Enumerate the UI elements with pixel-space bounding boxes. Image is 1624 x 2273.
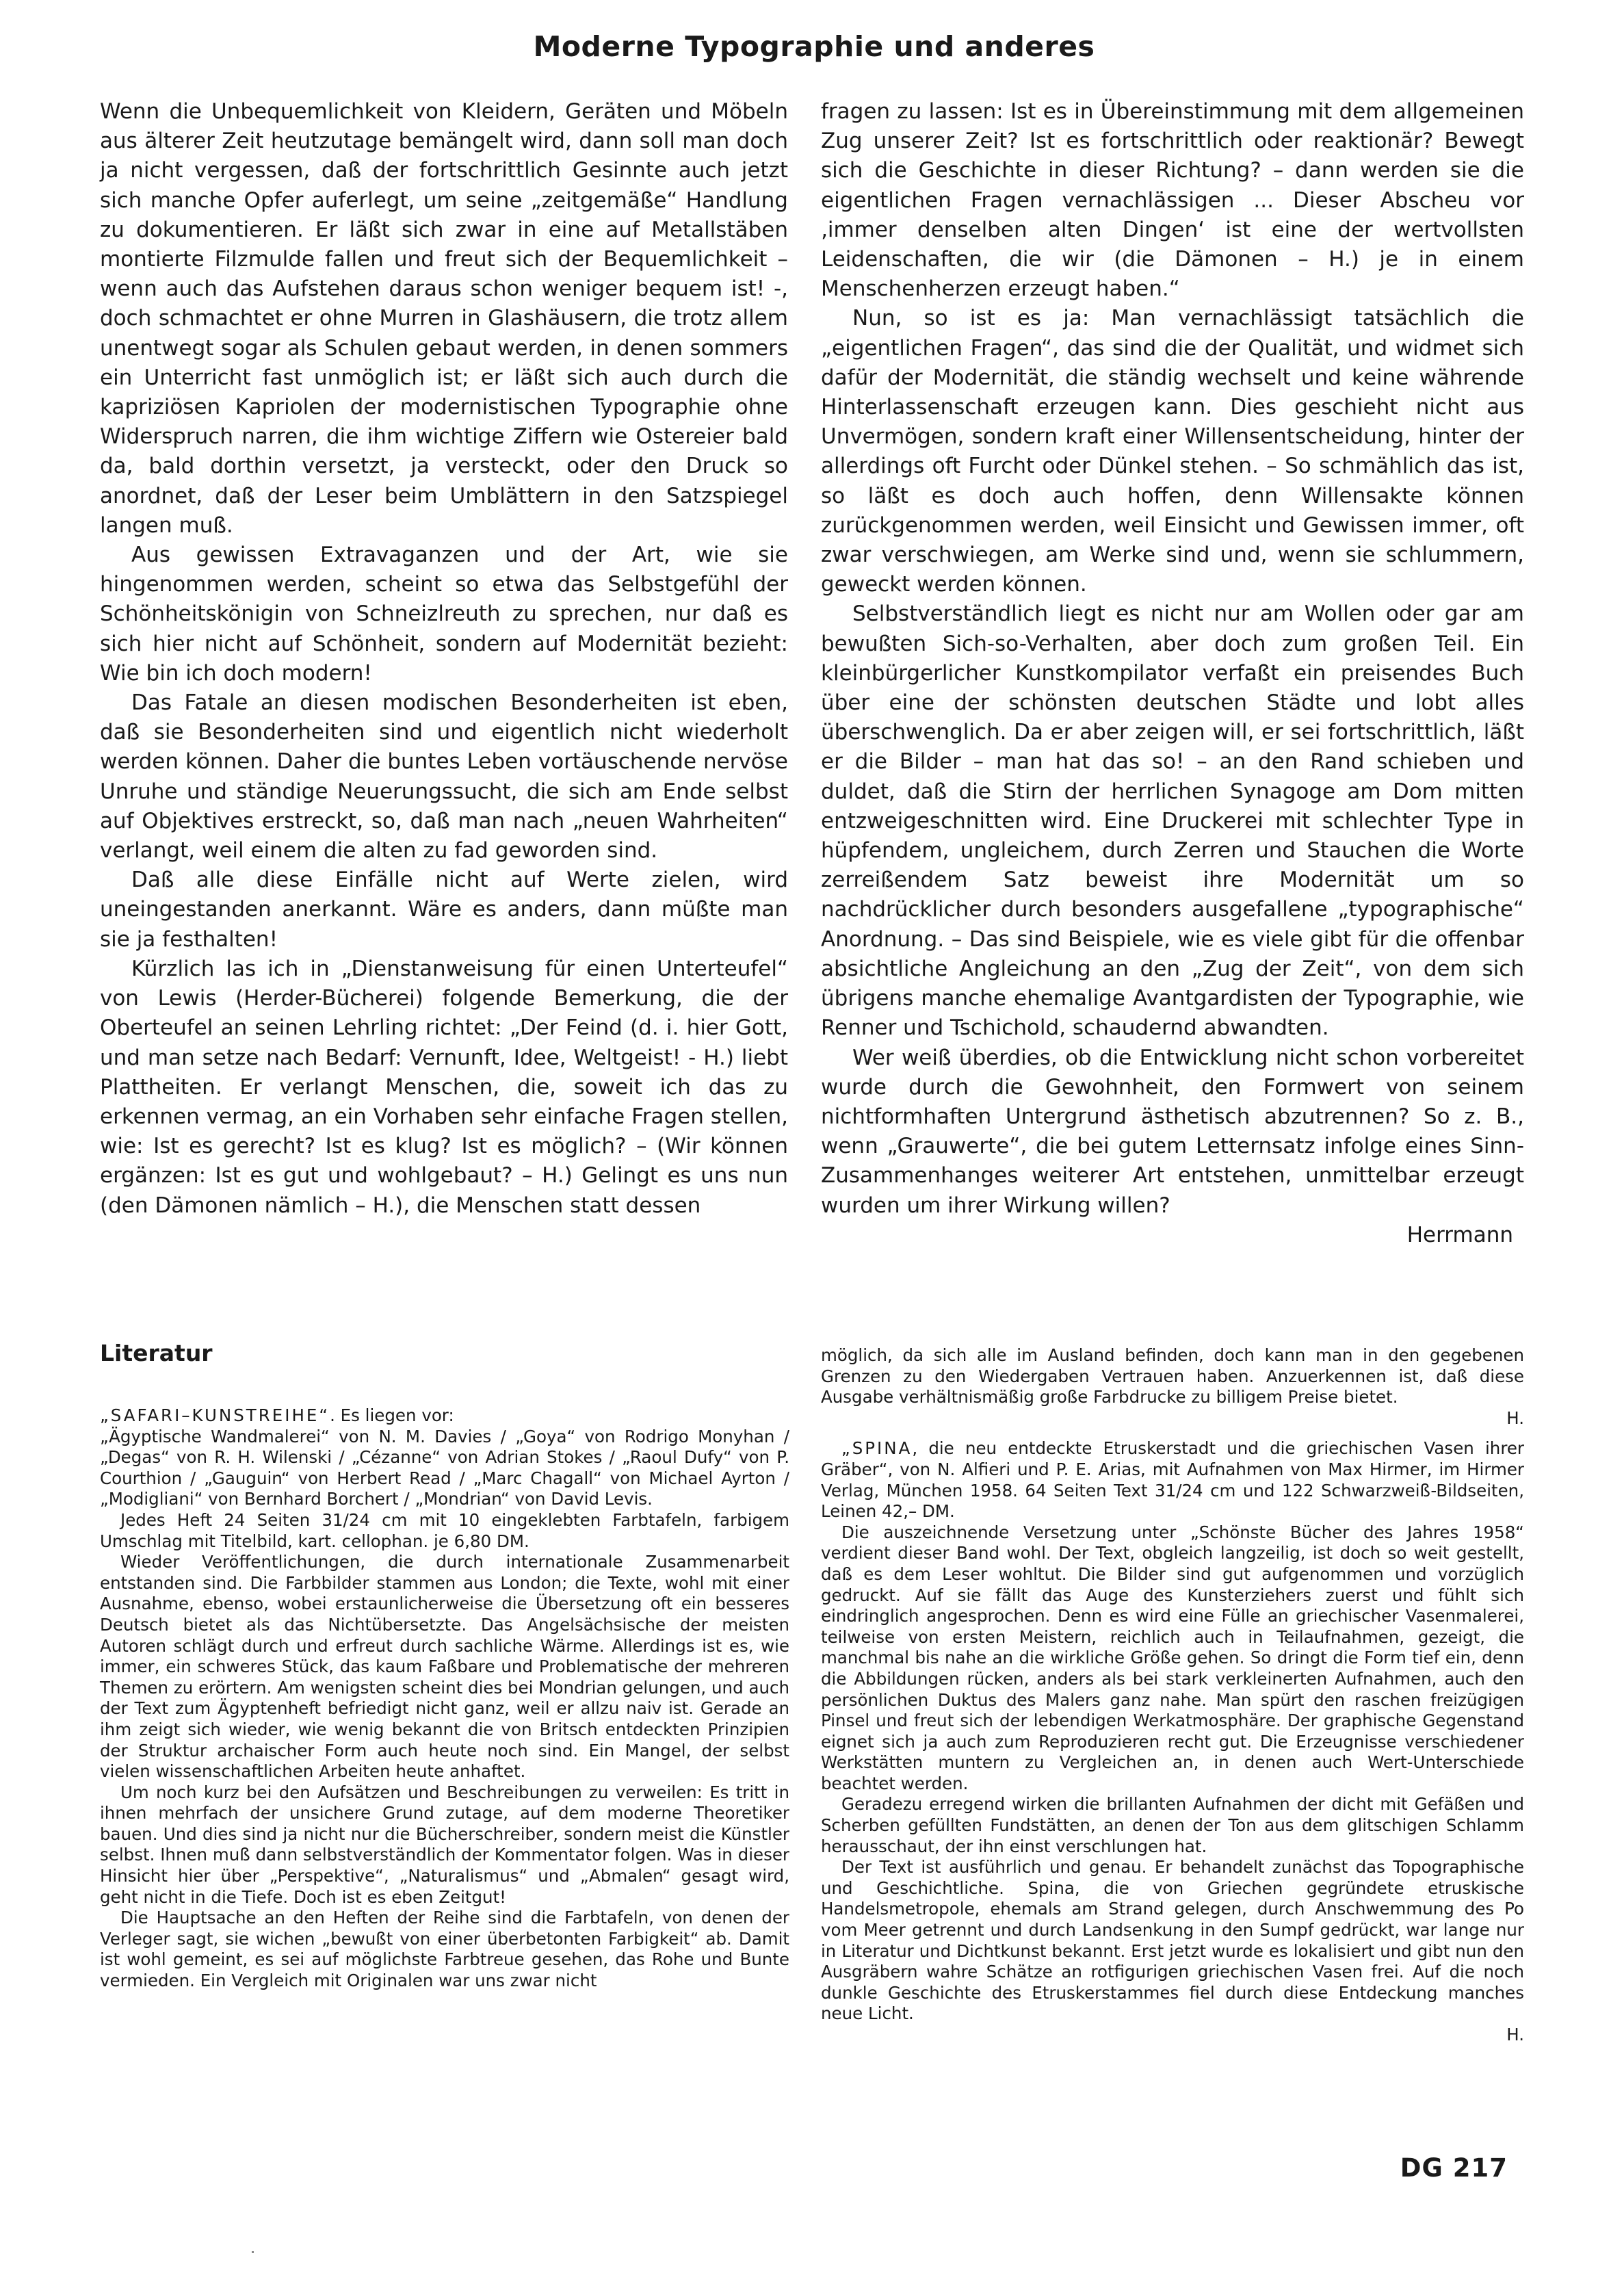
review-heading-safari	[100, 1405, 789, 1427]
review-paragraph: Jedes Heft 24 Seiten 31/24 cm mit 10 eingeklebten Farbtafeln, farbigem Umschlag mit Titelbild, kart. cellophan. je 6,80 DM.	[100, 1509, 789, 1551]
essay-signature-line	[821, 1221, 1524, 1250]
review-intro-safari: . Es liegen vor:	[330, 1405, 454, 1425]
essay-paragraph: Nun, so ist es ja: Man vernachlässigt tatsächlich die „eigentlichen Fragen“, das sind die der Qualität, und widmet sich dafür der Modernität, die ständig wechselt und keine währende Hinterlassenschaft erzeugen kann. Dies geschieht nicht aus Unvermögen, sondern kraft einer Willensentscheidung, hinter der allerdings oft Furcht oder Dünkel stehen. – So schmählich das ist, so läßt es doch auch hoffen, denn Willensakte können zurückgenommen werden, weil Einsicht und Gewissen immer, oft zwar verschwiegen, am Werke sind und, wenn sie schlummern, geweckt werden können.	[821, 306, 1524, 597]
page-number: 217	[1452, 2153, 1508, 2183]
essay-paragraph: Wenn die Unbequemlichkeit von Kleidern, Geräten und Möbeln aus älterer Zeit heutzutage bemängelt wird, dann soll man doch ja nicht vergessen, daß der fortschrittlich Gesinnte auch jetzt sich manche Opfer auferlegt, um seine „zeitgemäße“ Handlung zu dokumentieren. Er läßt sich zwar in eine auf Metallstäben montierte Filzmulde fallen und freut sich der Bequemlichkeit – wenn auch das Aufstehen daraus schon weniger bequem ist! -, doch schmachtet er ohne Murren in Glashäusern, die trotz allem unentwegt sogar als Schulen gebaut werden, in denen sommers ein Unterricht fast unmöglich ist; er läßt sich auch durch die kapriziösen Kapriolen der modernistischen Typographie ohne Widerspruch narren, die ihm wichtige Ziffern wie Ostereier bald da, bald dorthin versetzt, ja versteckt, oder den Druck so anordnet, daß der Leser beim Umblättern in den Satzspiegel langen muß.	[100, 99, 788, 538]
essay-paragraph: Das Fatale an diesen modischen Besonderheiten ist eben, daß sie Besonderheiten sind und eigentlich nicht wiederholt werden können. Daher die buntes Leben vortäuschende nervöse Unruhe und ständige Neuerungssucht, die sich am Ende selbst auf Objektives erstreckt, so, daß man nach „neuen Wahrheiten“ verlangt, weil einem die alten zu fad geworden sind.	[100, 690, 788, 863]
review-paragraph: Geradezu erregend wirken die brillanten Aufnahmen der dicht mit Gefäßen und Scherben gefüllten Fundstätten, an denen der Ton aus dem glitschigen Schlamm herausschaut, der ihn einst verschlungen hat.	[821, 1794, 1524, 1856]
print-mark	[252, 2251, 254, 2253]
section-heading-literatur: Literatur	[100, 1340, 213, 1366]
essay-column-right	[821, 97, 1524, 1250]
review-continuation	[821, 1345, 1524, 1429]
essay-paragraph: Selbstverständlich liegt es nicht nur am Wollen oder gar am bewußten Sich-so-Verhalten, aber doch zum großen Teil. Ein kleinbürgerlicher Kunstkompilator verfaßt ein preisendes Buch über eine der schönsten deutschen Städte und lobt alles überschwenglich. Da er aber zeigen will, er sei fortschrittlich, läßt er die Bilder – man hat das so! – an den Rand schieben und duldet, daß die Stirn der herrlichen Synagoge am Dom mitten entzweigeschnitten wird. Eine Druckerei mit schlechter Type in hüpfendem, ungleichem, durch Zerren und Stauchen die Worte zerreißendem Satz beweist ihre Modernität um so nachdrücklicher durch besonders ausgefallene „typographische“ Anordnung. – Das sind Beispiele, wie es viele gibt für die offenbar absichtliche Angleichung an den „Zug der Zeit“, von dem sich übrigens manche ehemalige Avantgardisten der Typographie, wie Renner und Tschichold, schaudernd abwandten.	[821, 601, 1524, 1041]
review-continuation-text: möglich, da sich alle im Ausland befinden, doch kann man in den gegebenen Grenzen zu den Wiedergaben Vertrauen haben. Anzuerkennen ist, daß diese Ausgabe verhältnismäßig große Farbdrucke zu billigem Preise bietet.	[821, 1345, 1524, 1407]
review-details-spina: , die neu entdeckte Etruskerstadt und die griechischen Vasen ihrer Gräber“, von N. Alfieri und P. E. Arias, mit Aufnahmen von Max Hirmer, im Hirmer Verlag, München 1958. 64 Seiten Text 31/24 cm und 122 Schwarzweiß-Bildseiten, Leinen 42,– DM.	[821, 1438, 1524, 1522]
reviewer-initial: H.	[1506, 1407, 1524, 1428]
review-title-spina: „SPINA	[841, 1438, 913, 1459]
literatur-column-right	[821, 1345, 1524, 2046]
page-title: Moderne Typographie und anderes	[533, 30, 1095, 63]
essay-author: Herrmann	[1406, 1222, 1513, 1247]
review-paragraph	[821, 1857, 1524, 2045]
review-paragraph-text: Der Text ist ausführlich und genau. Er behandelt zunächst das Topographische und Geschichtliche. Spina, die von Griechen gegründete etruskische Handelsmetropole, ehemals am Strand gelegen, durch Anschwemmung des Po vom Meer getrennt und durch Landsenkung in den Sumpf gedrückt, war lange nur in Literatur und Dichtkunst bekannt. Erst jetzt wurde es lokalisiert und gibt nun den Ausgräbern wahre Schätze an rotfigurigen griechischen Vasen frei. Auf die noch dunkle Geschichte des Etruskerstammes fiel durch diese Entdeckung manches neue Licht.	[821, 1857, 1524, 2024]
review-paragraph: Die Hauptsache an den Heften der Reihe sind die Farbtafeln, von denen der Verleger sagt, sie wichen „bewußt von einer überbetonten Farbigkeit“ ab. Damit ist wohl gemeint, es sei auf möglichste Farbtreue gesehen, das Rohe und Bunte vermieden. Ein Vergleich mit Originalen war uns zwar nicht	[100, 1908, 789, 1991]
essay-paragraph: Aus gewissen Extravaganzen und der Art, wie sie hingenommen werden, scheint so etwa das Selbstgefühl der Schönheitskönigin von Schneizlreuth zu sprechen, nur daß es sich hier nicht auf Schönheit, sondern auf Modernität bezieht: Wie bin ich doch modern!	[100, 543, 788, 686]
review-book-list: „Ägyptische Wandmalerei“ von N. M. Davies / „Goya“ von Rodrigo Monyhan / „Degas“ von R. H. Wilenski / „Cézanne“ von Adrian Stokes / „Raoul Dufy“ von P. Courthion / „Gauguin“ von Herbert Read / „Marc Chagall“ von Michael Ayrton / „Modigliani“ von Bernhard Borchert / „Mondrian“ von David Levis.	[100, 1426, 789, 1509]
essay-paragraph: fragen zu lassen: Ist es in Übereinstimmung mit dem allgemeinen Zug unserer Zeit? Ist es fortschrittlich oder reaktionär? Bewegt sich die Geschichte in dieser Richtung? – dann werden sie die eigentlichen Fragen vernachlässigen ... Dieser Abscheu vor ‚immer denselben alten Dingen‘ ist eine der wertvollsten Leidenschaften, die wir (die Dämonen – H.) je in einem Menschenherzen erzeugt haben.“	[821, 99, 1524, 302]
reviewer-initial: H.	[1506, 2025, 1524, 2044]
page-folio	[1400, 2153, 1508, 2183]
essay-column-left	[100, 97, 788, 1221]
essay-paragraph: Daß alle diese Einfälle nicht auf Werte zielen, wird uneingestanden anerkannt. Wäre es anders, dann müßte man sie ja festhalten!	[100, 868, 788, 952]
review-heading-spina	[821, 1438, 1524, 1522]
review-paragraph: Wieder Veröffentlichungen, die durch internationale Zusammenarbeit entstanden sind. Die Farbbilder stammen aus London; die Texte, wohl mit einer Ausnahme, ebenso, wobei erstaunlicherweise die Übersetzung oft ein besseres Deutsch bietet als das Nichtübersetzte. Das Angelsächsische der meisten Autoren schlägt durch und erfreut durch sachliche Wärme. Allerdings ist es, wie immer, ein schweres Stück, das kaum Faßbare und Problematische der mehreren Themen zu erörtern. Am wenigsten scheint dies bei Mondrian gelungen, und auch der Text zum Ägyptenheft befriedigt nicht ganz, weil er allzu naiv ist. Gerade an ihm zeigt sich wieder, wie wenig bekannt die von Britsch entdeckten Prinzipien der Struktur archaischer Form auch heute noch sind. Ein Mangel, der selbst vielen wissenschaftlichen Arbeiten heute anhaftet.	[100, 1552, 789, 1782]
essay-closing-paragraph: Wer weiß überdies, ob die Entwicklung nicht schon vorbereitet wurde durch die Gewohnheit, den Formwert von seinem nichtformhaften Untergrund ästhetisch abzutrennen? So z. B., wenn „Grauwerte“, die bei gutem Letternsatz infolge eines Sinn-Zusammenhanges weiterer Art entstehen, unmittelbar erzeugt wurden um ihrer Wirkung willen?	[821, 1045, 1524, 1218]
literatur-column-left	[100, 1405, 789, 1992]
review-paragraph: Um noch kurz bei den Aufsätzen und Beschreibungen zu verweilen: Es tritt in ihnen mehrfach der unsichere Grund zutage, auf dem moderne Theoretiker bauen. Und dies sind ja nicht nur die Bücherschreiber, sondern meist die Künstler selbst. Ihnen muß dann selbstverständlich der Kommentator folgen. Was in dieser Hinsicht hier über „Perspektive“, „Naturalismus“ und „Abmalen“ gesagt wird, geht nicht in die Tiefe. Doch ist es eben Zeitgut!	[100, 1782, 789, 1907]
essay-paragraph: Kürzlich las ich in „Dienstanweisung für einen Unterteufel“ von Lewis (Herder-Bücherei) folgende Bemerkung, die der Oberteufel an seinen Lehrling richtet: „Der Feind (d. i. hier Gott, und man setze nach Bedarf: Vernunft, Idee, Weltgeist! - H.) liebt Plattheiten. Er verlangt Menschen, die, soweit ich das zu erkennen vermag, an ein Vorhaben sehr einfache Fragen stellen, wie: Ist es gerecht? Ist es klug? Ist es möglich? – (Wir können ergänzen: Ist es gut und wohlgebaut? – H.) Gelingt es uns nun (den Dämonen nämlich – H.), die Menschen statt dessen	[100, 956, 788, 1218]
review-title-safari: „SAFARI–KUNSTREIHE“	[100, 1405, 330, 1425]
review-paragraph: Die auszeichnende Versetzung unter „Schönste Bücher des Jahres 1958“ verdient dieser Band wohl. Der Text, obgleich langzeilig, ist doch so weit gestellt, daß es dem Leser wohltut. Die Bilder sind gut aufgenommen und vorzüglich gedruckt. Auf sie fällt das Auge des Kunsterziehers zuerst und fühlt sich eindringlich angesprochen. Denn es wird eine Fülle an griechischer Vasenmalerei, teilweise von ersten Meistern, reichlich auch in Teilaufnahmen, gezeigt, die manchmal bis nahe an die wirkliche Größe gehen. So dringt die Form tief ein, denn die Abbildungen rücken, anders als bei stark verkleinerten Aufnahmen, auch den persönlichen Duktus des Malers ganz nahe. Man spürt den raschen freizügigen Pinsel und freut sich der lebendigen Werkatmosphäre. Der graphische Gegenstand eignet sich ja auch zum Reproduzieren recht gut. Die Erzeugnisse verschiedener Werkstätten muntern zu Vergleichen an, in denen auch Wert-Unterschiede beachtet werden.	[821, 1522, 1524, 1793]
journal-abbreviation: DG	[1400, 2153, 1443, 2183]
